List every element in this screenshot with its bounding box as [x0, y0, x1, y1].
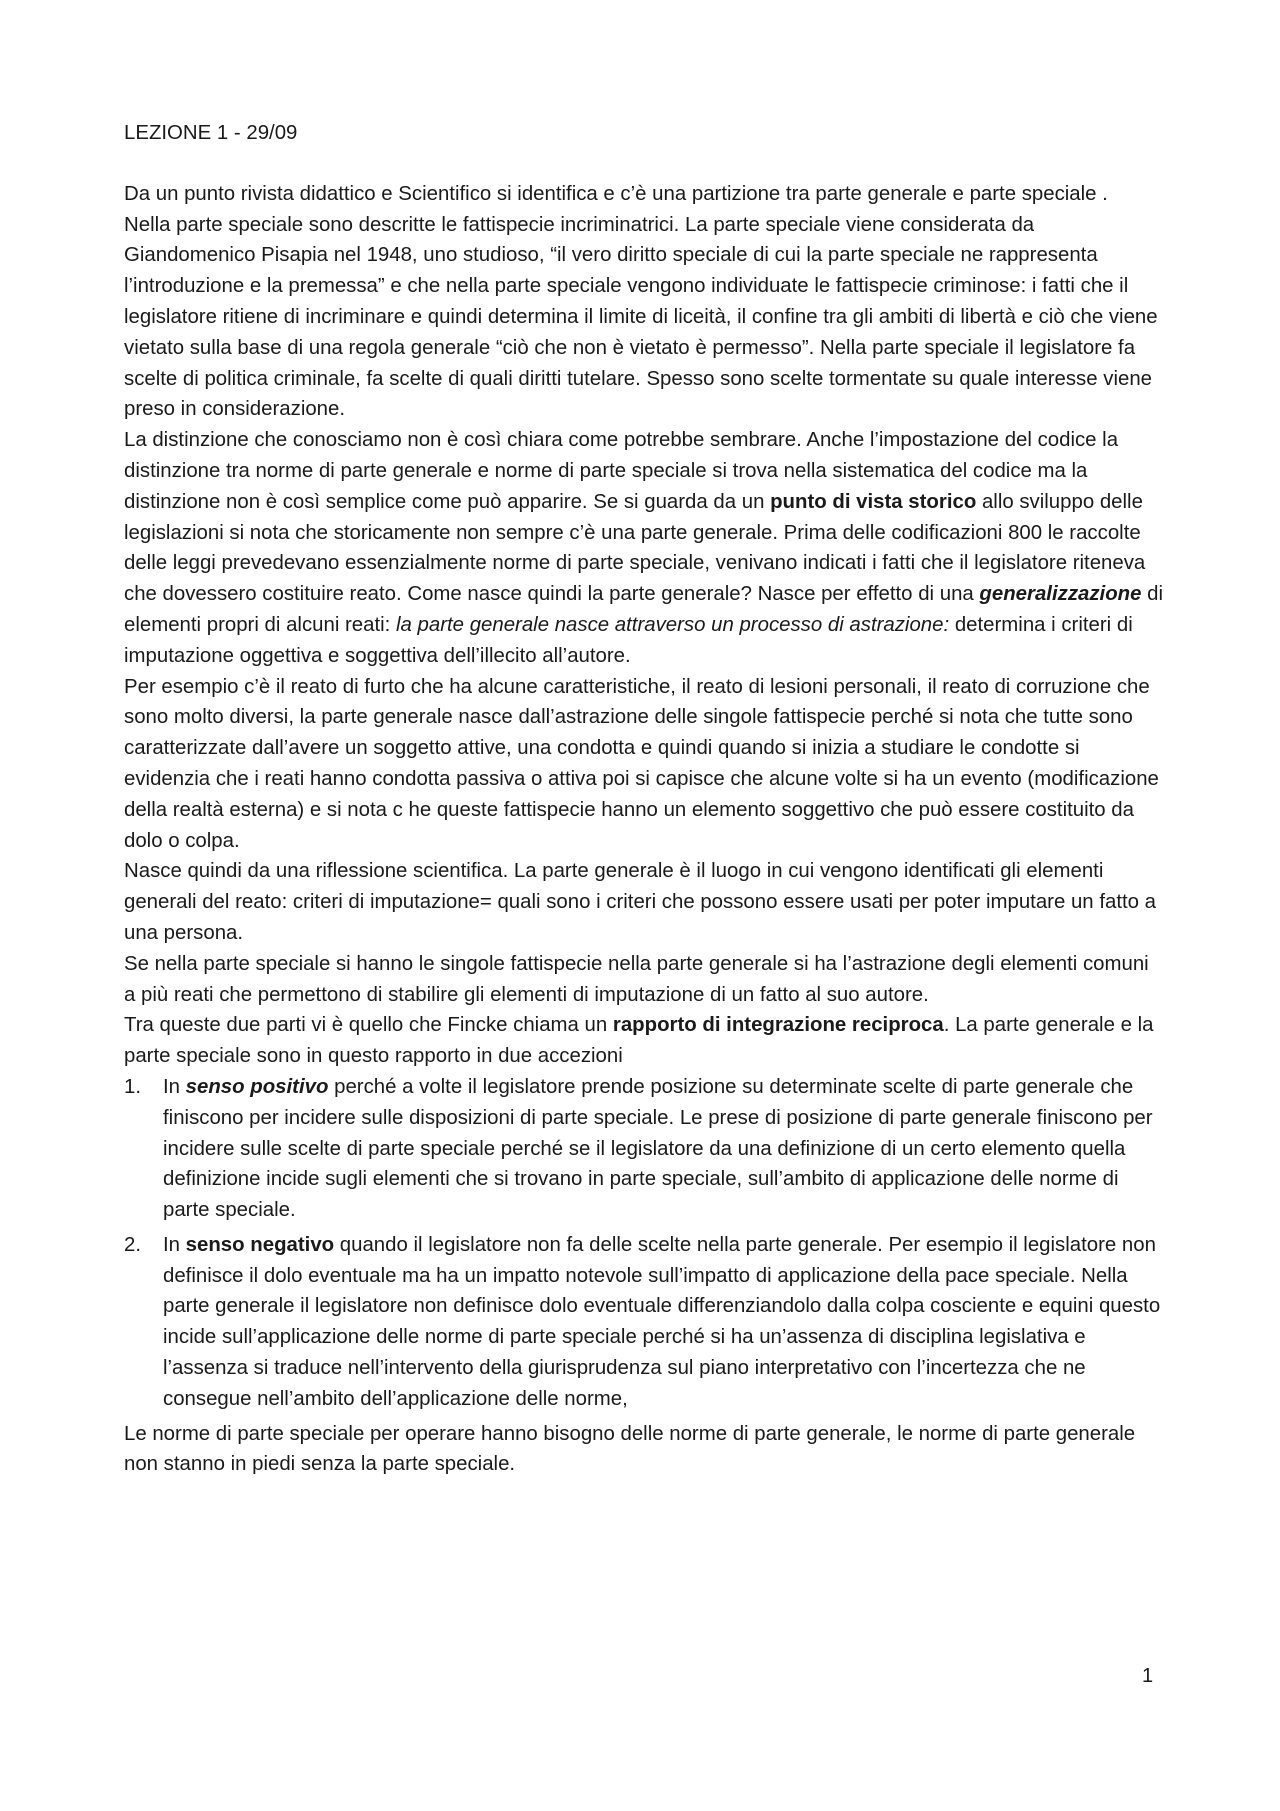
italic-text: la parte generale nasce attraverso un processo di astrazione:: [396, 613, 950, 636]
text-run: Le norme di parte speciale per operare hanno bisogno delle norme di parte generale, le norme di parte generale non stanno in piedi senza la parte speciale.: [124, 1422, 1136, 1476]
text-run: allo sviluppo delle legislazioni si nota che storicamente non sempre c’è una parte generale. Prima delle codificazioni 800 le raccolte delle leggi prevedevano essenzialmente norme di parte speciale, venivano indicati i fatti che il legislatore riteneva che dovessero costituire reato. Come nasce quindi la parte generale? Nasce per effetto di una: [124, 490, 1146, 606]
paragraph: [124, 210, 1164, 426]
bold-term: senso negativo: [185, 1233, 335, 1256]
text-run: La distinzione che conosciamo non è così chiara come potrebbe sembrare. Anche l’impostazione del codice la distinzione tra norme di parte generale e norme di parte speciale si trova nella sistematica del codice ma la distinzione non è così semplice come può apparire. Se si guarda da un: [124, 429, 1119, 513]
paragraph: [124, 1010, 1164, 1072]
list-item: [124, 1072, 1164, 1226]
numbered-list: [124, 1072, 1164, 1415]
text-run: determina i criteri di imputazione oggettiva e soggettiva dell’illecito all’autore.: [124, 613, 1133, 667]
text-run: In: [163, 1233, 186, 1256]
document-page: [124, 118, 1164, 1480]
list-number: 1.: [124, 1075, 142, 1098]
text-run: Per esempio c’è il reato di furto che ha alcune caratteristiche, il reato di lesioni personali, il reato di corruzione che sono molto diversi, la parte generale nasce dall’astrazione delle singole fattispecie perché si nota che tutte sono caratterizzate dall’avere un soggetto attive, una condotta e quindi quando si inizia a studiare le condotte si evidenzia che i reati hanno condotta passiva o attiva poi si capisce che alcune volte si ha un evento (modificazione della realtà esterna) e si nota c he queste fattispecie hanno un elemento soggettivo che può essere costituito da dolo o colpa.: [124, 675, 1159, 852]
bold-term: rapporto di integrazione reciproca: [612, 1014, 944, 1037]
list-item: [124, 1230, 1164, 1415]
body-paragraphs: [124, 179, 1164, 1072]
lesson-title: LEZIONE 1 - 29/09: [124, 122, 298, 144]
text-run: Da un punto rivista didattico e Scientifico si identifica e c’è una partizione tra parte generale e parte speciale .: [124, 182, 1108, 205]
bold-term: punto di vista storico: [770, 490, 977, 513]
text-run: di elementi propri di alcuni reati:: [124, 583, 1164, 636]
closing-paragraph: [124, 1419, 1164, 1481]
paragraph: [124, 425, 1164, 671]
bold-italic-term: senso positivo: [185, 1075, 329, 1098]
text-run: Nella parte speciale sono descritte le fattispecie incriminatrici. La parte speciale viene considerata da Giandomenico Pisapia nel 1948, uno studioso, “il vero diritto speciale di cui la parte speciale ne rappresenta l’introduzione e la premessa” e che nella parte speciale vengono individuate le fattispecie criminose: i fatti che il legislatore ritiene di incriminare e quindi determina il limite di liceità, il confine tra gli ambiti di libertà e ciò che viene vietato sulla base di una regola generale “ciò che non è vietato è permesso”. Nella parte speciale il legislatore fa scelte di politica criminale, fa scelte di quali diritti tutelare. Spesso sono scelte tormentate su quale interesse viene preso in considerazione.: [124, 213, 1158, 421]
text-run: Se nella parte speciale si hanno le singole fattispecie nella parte generale si ha l’astrazione degli elementi comuni a più reati che permettono di stabilire gli elementi di imputazione di un fatto al suo autore.: [124, 952, 1149, 1006]
paragraph: [124, 949, 1164, 1011]
bold-italic-term: generalizzazione: [979, 583, 1142, 606]
text-run: Nasce quindi da una riflessione scientifica. La parte generale è il luogo in cui vengono identificati gli elementi generali del reato: criteri di imputazione= quali sono i criteri che possono essere usati per poter imputare un fatto a una persona.: [124, 860, 1156, 944]
page-number: 1: [1142, 1665, 1154, 1687]
list-number: 2.: [124, 1233, 142, 1256]
paragraph: [124, 856, 1164, 948]
paragraph: [124, 179, 1164, 210]
text-run: perché a volte il legislatore prende posizione su determinate scelte di parte generale che finiscono per incidere sulle disposizioni di parte speciale. Le prese di posizione di parte generale finiscono per incidere sulle scelte di parte speciale perché se il legislatore da una definizione di un certo elemento quella definizione incide sugli elementi che si trovano in parte speciale, sull’ambito di applicazione delle norme di parte speciale.: [163, 1075, 1153, 1222]
text-run: In: [163, 1075, 186, 1098]
text-run: Tra queste due parti vi è quello che Fincke chiama un: [124, 1014, 613, 1037]
text-run: quando il legislatore non fa delle scelte nella parte generale. Per esempio il legislatore non definisce il dolo eventuale ma ha un impatto notevole sull’impatto di applicazione della pace speciale. Nella parte generale il legislatore non definisce dolo eventuale differenziandolo dalla colpa cosciente e equini questo incide sull’applicazione delle norme di parte speciale perché si ha un’assenza di disciplina legislativa e l’assenza si traduce nell’intervento della giurisprudenza sul piano interpretativo con l’incertezza che ne consegue nell’ambito dell’applicazione delle norme,: [163, 1233, 1161, 1410]
paragraph: [124, 672, 1164, 857]
text-run: . La parte generale e la parte speciale sono in questo rapporto in due accezioni: [124, 1014, 1154, 1068]
